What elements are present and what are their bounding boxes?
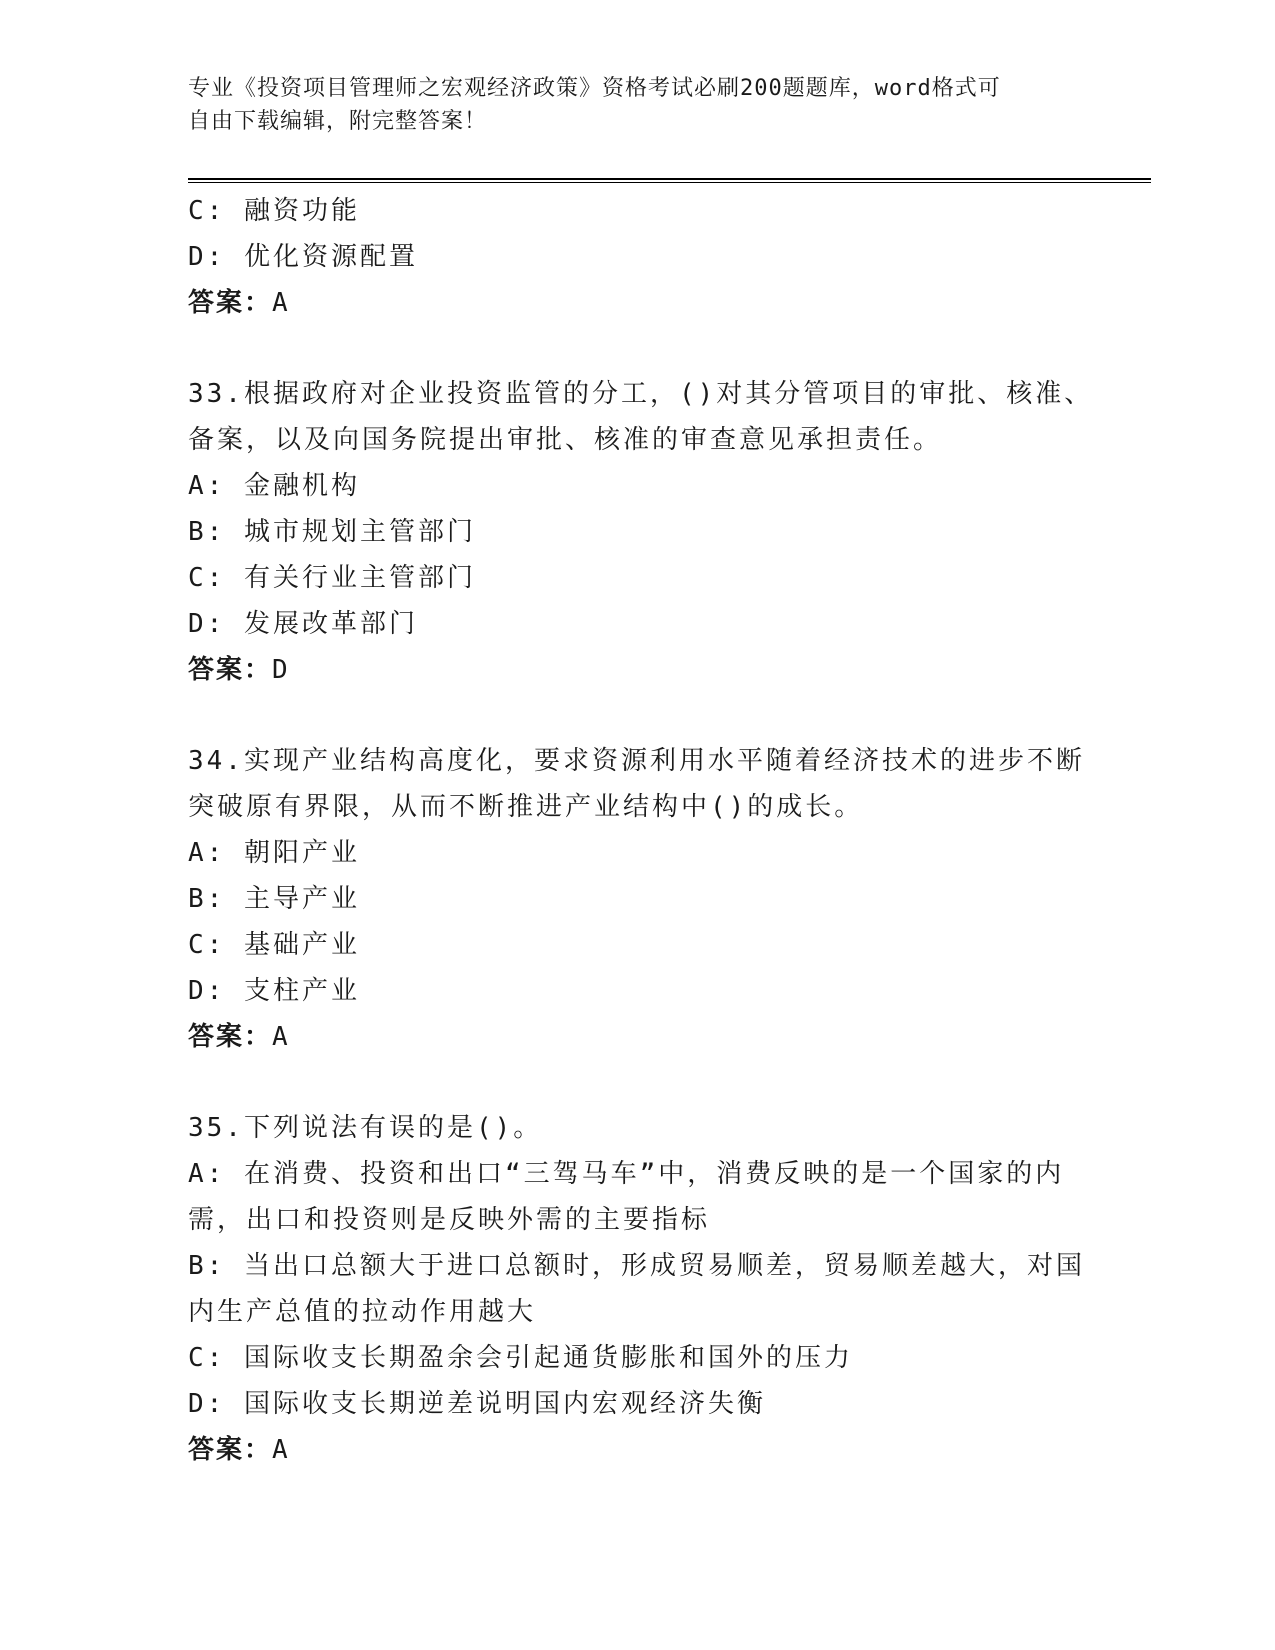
option-a-continued: 需，出口和投资则是反映外需的主要指标 <box>188 1205 711 1235</box>
option-d: D: 优化资源配置 <box>188 242 418 272</box>
question-text-line: 备案，以及向国务院提出审批、核准的审查意见承担责任。 <box>188 425 943 455</box>
answer-value: A <box>272 1022 290 1052</box>
option-a: A: 金融机构 <box>188 471 360 501</box>
continued-question <box>188 188 1088 326</box>
option-a: A: 在消费、投资和出口“三驾马车”中，消费反映的是一个国家的内 <box>188 1159 1065 1189</box>
option-c: C: 国际收支长期盈余会引起通货膨胀和国外的压力 <box>188 1343 853 1373</box>
option-b: B: 主导产业 <box>188 884 360 914</box>
option-a: A: 朝阳产业 <box>188 838 360 868</box>
answer-value: A <box>272 288 290 318</box>
option-b-continued: 内生产总值的拉动作用越大 <box>188 1297 537 1327</box>
question-text-line: 35.下列说法有误的是()。 <box>188 1113 543 1143</box>
question-33 <box>188 371 1094 693</box>
question-text-line: 突破原有界限，从而不断推进产业结构中()的成长。 <box>188 792 864 822</box>
answer-label: 答案： <box>188 288 273 318</box>
answer-label: 答案： <box>188 655 273 685</box>
answer-value: A <box>272 1435 290 1465</box>
answer-line <box>188 647 1088 693</box>
answer-label: 答案： <box>188 1435 273 1465</box>
answer-value: D <box>272 655 290 685</box>
header-divider <box>188 178 1151 183</box>
option-c: C: 有关行业主管部门 <box>188 563 476 593</box>
header-title-line-1: 专业《投资项目管理师之宏观经济政策》资格考试必刷200题题库，word格式可 <box>188 76 1001 101</box>
option-d: D: 国际收支长期逆差说明国内宏观经济失衡 <box>188 1389 766 1419</box>
answer-line <box>188 280 1088 326</box>
option-d: D: 支柱产业 <box>188 976 360 1006</box>
page-header <box>188 72 1068 138</box>
question-list <box>188 188 1094 1473</box>
question-34 <box>188 738 1088 1060</box>
question-text <box>188 738 1088 830</box>
answer-label: 答案： <box>188 1022 273 1052</box>
option-d: D: 发展改革部门 <box>188 609 418 639</box>
option-c: C: 融资功能 <box>188 196 360 226</box>
question-text-line: 34.实现产业结构高度化，要求资源利用水平随着经济技术的进步不断 <box>188 746 1085 776</box>
question-35 <box>188 1105 1088 1473</box>
question-text-line: 33.根据政府对企业投资监管的分工，()对其分管项目的审批、核准、 <box>188 379 1094 409</box>
option-c: C: 基础产业 <box>188 930 360 960</box>
question-text <box>188 371 1094 463</box>
option-b: B: 城市规划主管部门 <box>188 517 476 547</box>
question-text <box>188 1105 1088 1151</box>
header-title-line-2: 自由下载编辑，附完整答案！ <box>188 109 488 134</box>
answer-line <box>188 1014 1088 1060</box>
option-b: B: 当出口总额大于进口总额时，形成贸易顺差，贸易顺差越大，对国 <box>188 1251 1085 1281</box>
answer-line <box>188 1427 1088 1473</box>
